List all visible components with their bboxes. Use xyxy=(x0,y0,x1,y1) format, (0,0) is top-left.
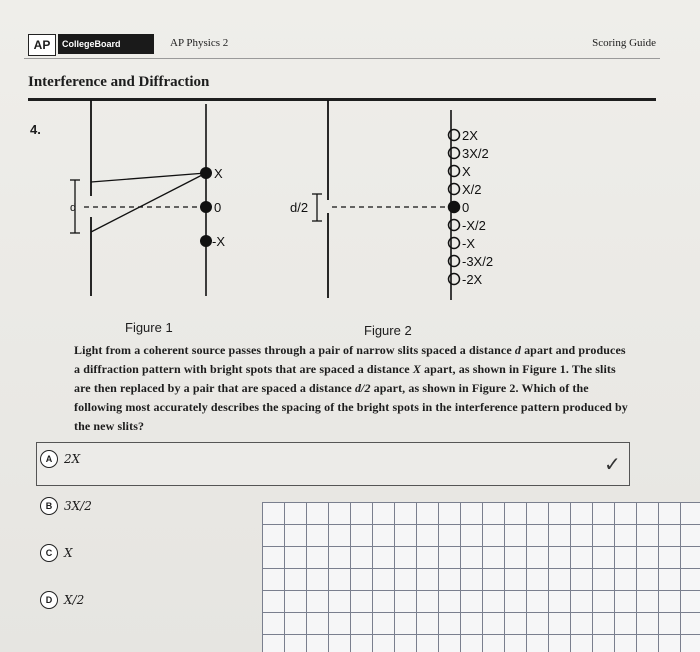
fig2-spot-label: -X xyxy=(462,236,475,251)
fig1-spot-label: 0 xyxy=(214,200,222,215)
fig2-spot-label: -X/2 xyxy=(462,218,486,233)
choice-d-bubble[interactable]: D xyxy=(40,591,58,609)
choice-d-text: X/2 xyxy=(64,593,85,608)
choice-a-text: 2X xyxy=(64,452,81,467)
fig2-spot-label: -3X/2 xyxy=(462,254,494,269)
fig2-spot xyxy=(449,148,460,159)
ap-logo: AP xyxy=(28,34,56,56)
section-title: Interference and Diffraction xyxy=(28,74,210,90)
correct-answer-highlight xyxy=(36,442,630,486)
figure1-caption: Figure 1 xyxy=(125,320,173,335)
choice-b[interactable] xyxy=(40,497,92,515)
fig2-spot-label: -2X xyxy=(462,272,483,287)
question-number: 4. xyxy=(30,122,41,137)
fig2-spot-label: X/2 xyxy=(462,182,482,197)
figure1-diagram xyxy=(70,100,225,296)
subject-label: AP Physics 2 xyxy=(170,37,229,49)
header-bar xyxy=(24,32,660,59)
fig1-slit-label: d xyxy=(70,202,77,214)
fig1-spot-label: X xyxy=(214,166,223,181)
fig2-spot xyxy=(449,166,460,177)
fig2-spot-label: 2X xyxy=(462,128,478,143)
graph-paper xyxy=(262,502,700,652)
question-text: Light from a coherent source passes through a pair of narrow slits spaced a distance d apart and produces a diffraction pattern with bright spots that are spaced a distance X apart, as shown in Figure 1. The slits are then replaced by a pair that are spaced a distance d/2 apart, as shown in Figure 2. Which of the following most accurately describes the spacing of the bright spots in the interference pattern produced by the new slits? xyxy=(74,343,628,433)
fig2-spot xyxy=(449,220,460,231)
choice-b-text: 3X/2 xyxy=(64,499,92,514)
choice-c[interactable] xyxy=(40,544,73,562)
figures-diagram xyxy=(0,100,700,320)
choice-d[interactable] xyxy=(40,591,84,609)
fig2-spot-label: X xyxy=(462,164,471,179)
choice-c-text: X xyxy=(64,546,73,561)
fig2-spot xyxy=(449,202,460,213)
choice-a-bubble[interactable]: A xyxy=(40,450,58,468)
fig1-spot-label: -X xyxy=(212,234,225,249)
fig1-spot-neg-x xyxy=(200,235,212,247)
check-icon: ✓ xyxy=(604,452,621,476)
fig1-spot-0 xyxy=(200,201,212,213)
scoring-guide-label: Scoring Guide xyxy=(592,37,656,49)
fig2-spot-label: 3X/2 xyxy=(462,146,489,161)
collegeboard-logo: CollegeBoard xyxy=(58,34,154,54)
choice-c-bubble[interactable]: C xyxy=(40,544,58,562)
fig2-spot xyxy=(449,184,460,195)
fig2-spot xyxy=(449,256,460,267)
fig2-spot xyxy=(449,274,460,285)
fig2-spot xyxy=(449,130,460,141)
fig2-spot xyxy=(449,238,460,249)
fig2-slit-label: d/2 xyxy=(290,200,309,215)
choice-b-bubble[interactable]: B xyxy=(40,497,58,515)
choice-a[interactable] xyxy=(40,450,80,468)
figure2-diagram xyxy=(290,100,493,300)
fig2-spot-label: 0 xyxy=(462,200,470,215)
fig1-spot-x xyxy=(200,167,212,179)
figure2-caption: Figure 2 xyxy=(364,323,412,338)
